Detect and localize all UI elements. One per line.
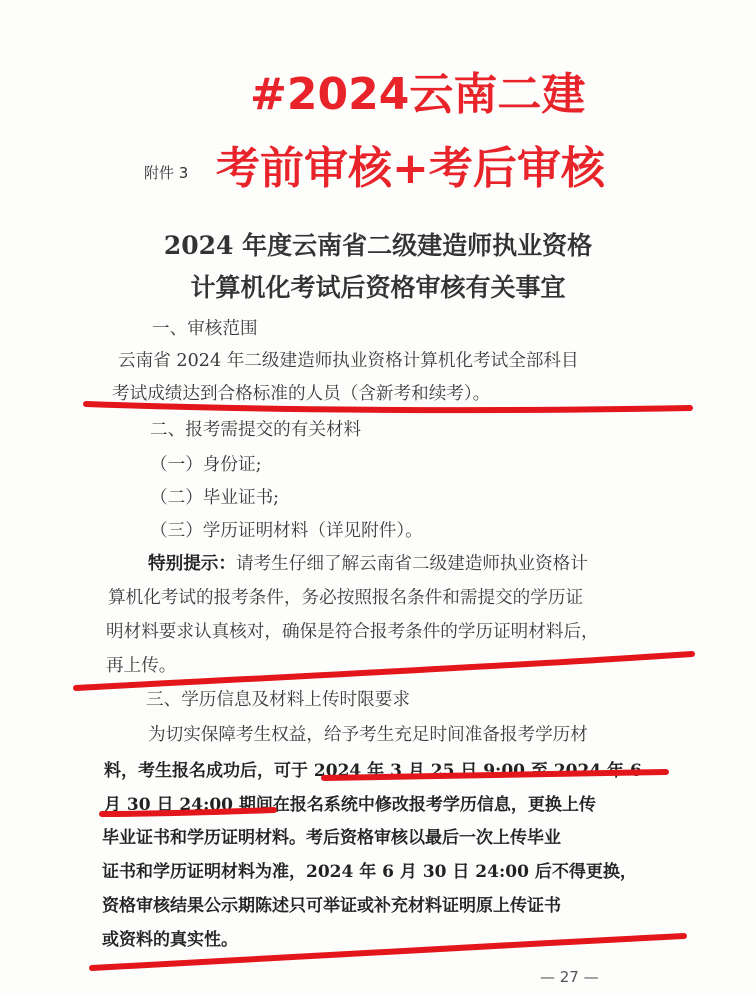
special-tip-text: 请考生仔细了解云南省二级建造师执业资格计 — [235, 554, 588, 574]
underline-dates-left — [102, 810, 274, 814]
document-title-line1: 2024 年度云南省二级建造师执业资格 — [163, 231, 593, 260]
overlay-title-line1: #2024云南二建 — [250, 69, 586, 120]
document-title-line2: 计算机化考试后资格审核有关事宜 — [190, 273, 566, 302]
section2-item-3: （三）学历证明材料（详见附件）。 — [150, 521, 423, 541]
section1-line2: 考试成绩达到合格标准的人员（含新考和续考）。 — [112, 384, 491, 404]
underline-authenticity — [92, 936, 684, 968]
section3-line4: 毕业证书和学历证明材料。考后资格审核以最后一次上传毕业 — [102, 828, 561, 848]
underline-scope — [86, 404, 690, 410]
section2-heading: 二、报考需提交的有关材料 — [150, 420, 362, 440]
section1-heading: 一、审核范围 — [152, 319, 258, 339]
section3-line7: 或资料的真实性。 — [102, 930, 238, 950]
special-tip-line3: 明材料要求认真核对，确保是符合报考条件的学历证明材料后， — [106, 622, 599, 642]
section3-line3: 月 30 日 24:00 期间在报名系统中修改报考学历信息，更换上传 — [104, 795, 596, 815]
page-number: — 27 — — [540, 968, 599, 986]
section2-item-1: （一）身份证; — [150, 455, 262, 475]
section2-item-2: （二）毕业证书; — [150, 488, 280, 508]
section1-line1: 云南省 2024 年二级建造师执业资格计算机化考试全部科目 — [118, 351, 579, 371]
section3-line2: 料，考生报名成功后，可于 2024 年 3 月 25 日 9:00 至 2024 年 6 — [104, 761, 642, 781]
underline-dates-right — [324, 772, 666, 778]
section3-line6: 资格审核结果公示期陈述只可举证或补充材料证明原上传证书 — [102, 896, 561, 916]
overlay-title-line2: 考前审核+考后审核 — [216, 143, 605, 194]
special-tip-line2: 算机化考试的报考条件，务必按照报名条件和需提交的学历证 — [108, 588, 584, 608]
section3-line1: 为切实保障考生权益，给予考生充足时间准备报考学历材 — [148, 725, 588, 745]
special-tip-line4: 再上传。 — [106, 656, 177, 676]
attachment-label: 附件 3 — [144, 164, 189, 182]
section3-heading: 三、学历信息及材料上传时限要求 — [146, 690, 410, 710]
special-tip-label: 特别提示： — [148, 553, 236, 574]
underline-reupload — [76, 654, 692, 688]
section3-line5: 证书和学历证明材料为准，2024 年 6 月 30 日 24:00 后不得更换， — [102, 862, 637, 882]
